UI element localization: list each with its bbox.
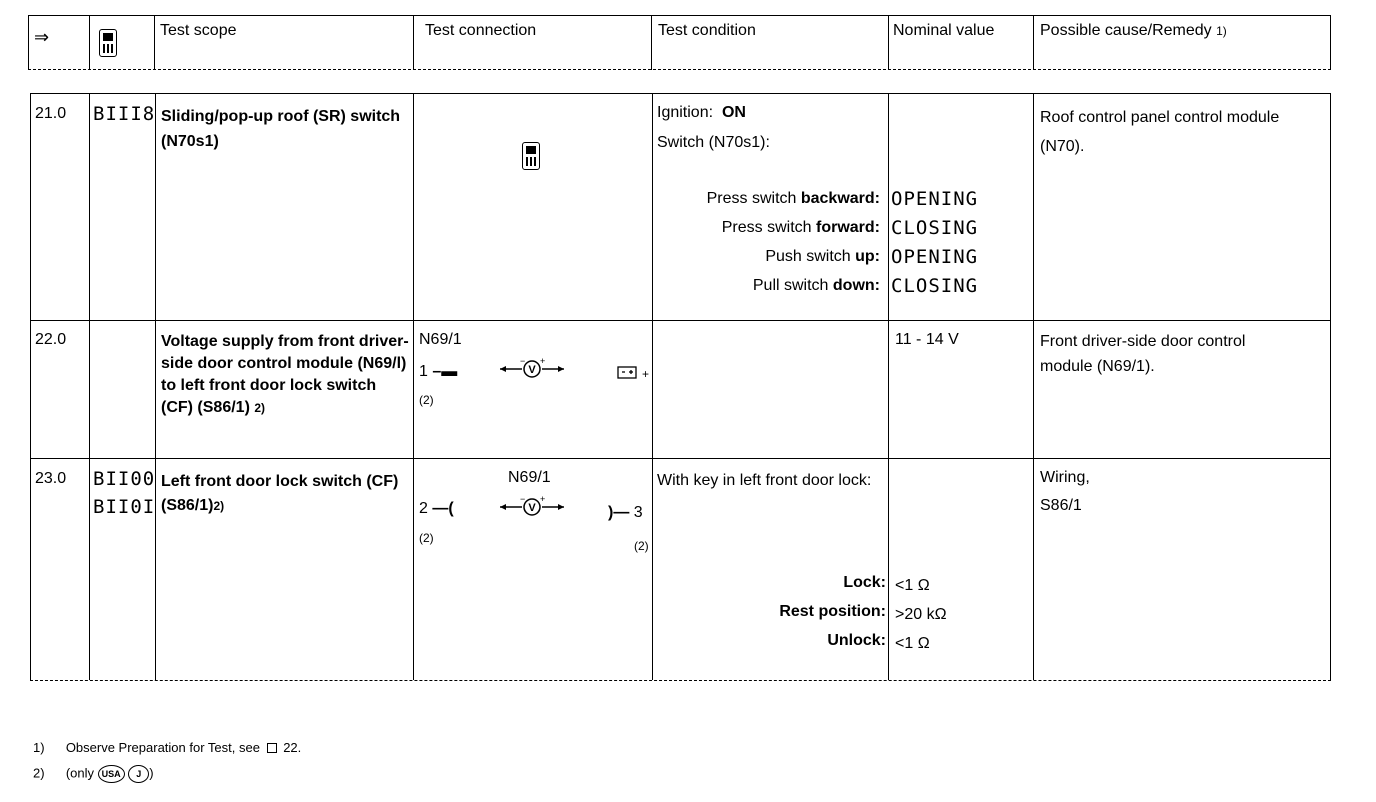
possible-cause: Front driver-side door control module (N69/1). bbox=[1040, 333, 1246, 375]
action-label: Press switch forward: bbox=[721, 219, 880, 236]
footnote-1: 1) Observe Preparation for Test, see 22. bbox=[33, 740, 302, 755]
possible-cause: Wiring, bbox=[1040, 469, 1090, 486]
action-label: Push switch up: bbox=[765, 248, 880, 265]
connection-pin-left: 1 –▬ bbox=[419, 363, 458, 380]
svg-text:V: V bbox=[528, 364, 536, 376]
action-label: Pull switch down: bbox=[752, 277, 880, 294]
arrow-right-icon: ⇒ bbox=[34, 27, 50, 47]
display-value: CLOSING bbox=[891, 217, 979, 239]
svg-text:V: V bbox=[528, 502, 536, 514]
connection-pin-note: (2) bbox=[419, 531, 434, 545]
connection-pin-right: )— 3 bbox=[608, 504, 643, 521]
step-number: 22.0 bbox=[35, 331, 67, 348]
svg-text:+: + bbox=[540, 496, 546, 504]
voltmeter-icon bbox=[498, 496, 566, 518]
test-scope: Voltage supply from front driver-side door control module (N69/l) to left front door lock switch (CF) (S86/1) 2) bbox=[161, 333, 409, 416]
battery-icon bbox=[617, 365, 637, 379]
book-icon bbox=[267, 743, 277, 753]
display-value: OPENING bbox=[891, 246, 979, 268]
nominal-value: 11 - 14 V bbox=[895, 331, 959, 348]
test-condition-switch: Switch (N70s1): bbox=[657, 134, 770, 151]
header-test-condition: Test condition bbox=[658, 22, 756, 39]
usa-badge: USA bbox=[98, 765, 125, 783]
position-value: <1 Ω bbox=[895, 635, 930, 652]
possible-cause: S86/1 bbox=[1040, 497, 1082, 514]
possible-cause: Roof control panel control module (N70). bbox=[1040, 109, 1280, 155]
voltmeter-icon bbox=[498, 358, 566, 380]
position-label: Lock: bbox=[843, 574, 886, 591]
svg-text:+: + bbox=[540, 358, 546, 366]
fault-code: BII00 bbox=[93, 468, 156, 490]
fault-code: BII0I bbox=[93, 496, 156, 518]
japan-badge: J bbox=[128, 765, 149, 783]
svg-text:−: − bbox=[520, 496, 526, 504]
tester-icon bbox=[522, 142, 540, 170]
header-nominal-value: Nominal value bbox=[893, 22, 995, 39]
test-condition: Ignition: ON bbox=[657, 104, 746, 121]
header-test-connection: Test connection bbox=[425, 22, 537, 39]
position-value: <1 Ω bbox=[895, 577, 930, 594]
footnote-2: 2) (only USA J ) bbox=[33, 765, 154, 783]
display-value: CLOSING bbox=[891, 275, 979, 297]
connection-pin-left: 2 —( bbox=[419, 500, 454, 517]
connection-title: N69/1 bbox=[508, 469, 551, 486]
connection-pin-note: (2) bbox=[634, 539, 649, 553]
connection-pin-note: (2) bbox=[419, 393, 434, 407]
connection-title: N69/1 bbox=[419, 331, 462, 348]
position-label: Unlock: bbox=[827, 632, 886, 649]
test-scope: Sliding/pop-up roof (SR) switch (N70s1) bbox=[161, 108, 401, 150]
header-possible-cause: Possible cause/Remedy 1) bbox=[1040, 22, 1227, 39]
fault-code: BIII8 bbox=[93, 103, 156, 125]
test-scope: Left front door lock switch (CF) (S86/1)2) bbox=[161, 473, 399, 514]
header-test-scope: Test scope bbox=[160, 22, 237, 39]
tester-icon bbox=[99, 29, 117, 57]
step-number: 23.0 bbox=[35, 470, 67, 487]
battery-plus: + bbox=[642, 367, 650, 381]
action-label: Press switch backward: bbox=[706, 190, 880, 207]
display-value: OPENING bbox=[891, 188, 979, 210]
position-value: >20 kΩ bbox=[895, 606, 947, 623]
step-number: 21.0 bbox=[35, 105, 67, 122]
position-label: Rest position: bbox=[779, 603, 886, 620]
svg-text:−: − bbox=[520, 358, 526, 366]
test-condition: With key in left front door lock: bbox=[657, 472, 872, 489]
